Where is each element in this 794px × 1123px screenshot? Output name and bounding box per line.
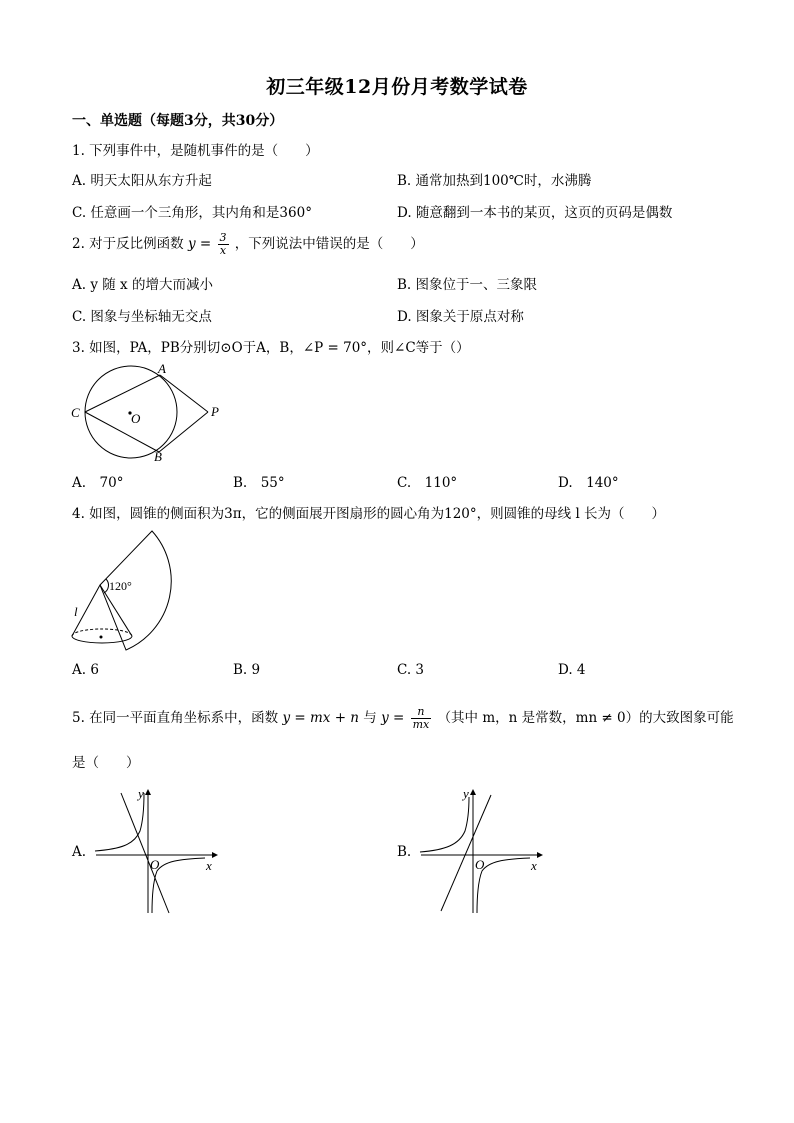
q5b-y-arrow — [470, 789, 476, 795]
q2-frac-num: 3 — [219, 231, 227, 244]
q5-fraction — [411, 706, 432, 731]
q1-stem: 1. 下列事件中，是随机事件的是（ ） — [72, 143, 319, 159]
q3-tangent-pb — [159, 412, 208, 452]
q2-frac-den: x — [219, 244, 227, 257]
q5b-hyperbola-left — [420, 797, 469, 852]
q4-base-center — [100, 636, 103, 639]
q5-mid: 与 — [363, 710, 377, 726]
q5b-origin-label: O — [475, 857, 485, 872]
q3-tangent-figure — [68, 360, 228, 465]
q5a-hyperbola-left — [95, 793, 144, 851]
q5b-line — [441, 795, 491, 911]
q5-option-a-graph — [90, 785, 220, 917]
q5a-hyperbola-right — [152, 858, 205, 913]
q2-stem-pre: 2. 对于反比例函数 — [72, 236, 184, 252]
q3-option-d: D. 140° — [558, 475, 619, 491]
q3-segment-cb — [85, 412, 159, 452]
q5b-x-label: x — [531, 858, 537, 873]
q4-base-back — [72, 629, 132, 636]
q5b-x-arrow — [537, 852, 543, 858]
q3-stem: 3. 如图，PA，PB分别切⊙O于A，B，∠P = 70°，则∠C等于（） — [72, 340, 470, 356]
q2-fraction — [218, 232, 229, 257]
q2-option-a: A. y 随 x 的增大而减小 — [72, 277, 213, 293]
q5-stem — [72, 706, 734, 731]
q5-stem-pre: 5. 在同一平面直角坐标系中，函数 — [72, 710, 279, 726]
q2-option-d: D. 图象关于原点对称 — [397, 309, 524, 325]
q5a-x-arrow — [212, 852, 218, 858]
q4-cone-figure — [66, 528, 176, 652]
q2-func-y: y = — [187, 236, 212, 252]
q3-label-o: O — [131, 411, 141, 426]
q4-option-d: D. 4 — [558, 662, 586, 678]
q5-stem-line2: 是（ ） — [72, 755, 140, 771]
q4-option-a: A. 6 — [72, 662, 99, 678]
q4-angle-label: 120° — [109, 579, 132, 593]
q5-option-a-label: A. — [72, 844, 87, 860]
q5-frac-num: n — [411, 706, 432, 719]
q3-label-b: B — [154, 449, 162, 464]
q5-stem-post: （其中 m，n 是常数，mn ≠ 0）的大致图象可能 — [437, 710, 734, 726]
q1-option-b: B. 通常加热到100℃时，水沸腾 — [397, 173, 592, 189]
q3-option-c: C. 110° — [397, 475, 458, 491]
q3-option-b: B. 55° — [233, 475, 285, 491]
page-title: 初三年级12月份月考数学试卷 — [266, 76, 528, 98]
q5b-y-label: y — [463, 786, 469, 801]
q1-option-d: D. 随意翻到一本书的某页，这页的页码是偶数 — [397, 205, 673, 221]
q5a-origin-label: O — [150, 857, 160, 872]
q5-frac-den: mx — [412, 718, 430, 731]
q5-option-b-label: B. — [397, 844, 412, 860]
q2-option-c: C. 图象与坐标轴无交点 — [72, 309, 212, 325]
q3-label-c: C — [71, 405, 80, 420]
q5b-hyperbola-right — [477, 858, 530, 913]
q2-stem-post: ，下列说法中错误的是（ ） — [234, 236, 424, 252]
q5-func2-lhs: y = — [381, 710, 405, 726]
q5a-y-label: y — [138, 786, 144, 801]
q5-func1: y = mx + n — [282, 710, 359, 726]
q3-label-a: A — [158, 361, 166, 376]
section-heading: 一、单选题（每题3分，共30分） — [72, 113, 284, 129]
q4-stem: 4. 如图，圆锥的侧面积为3π，它的侧面展开图扇形的圆心角为120°，则圆锥的母线 l 长为（ ） — [72, 506, 666, 522]
q4-option-c: C. 3 — [397, 662, 425, 678]
q5-option-b-graph — [415, 785, 545, 917]
q2-stem — [72, 232, 424, 257]
q5a-y-arrow — [145, 789, 151, 795]
q1-option-a: A. 明天太阳从东方升起 — [72, 173, 212, 189]
q3-tangent-pa — [160, 375, 208, 412]
q1-option-c: C. 任意画一个三角形，其内角和是360° — [72, 205, 312, 221]
q3-label-p: P — [211, 404, 219, 419]
q3-segment-ca — [85, 375, 160, 412]
q4-option-b: B. 9 — [233, 662, 261, 678]
q5a-line — [121, 793, 169, 913]
q2-option-b: B. 图象位于一、三象限 — [397, 277, 538, 293]
q3-option-a: A. 70° — [72, 475, 124, 491]
q4-l-label: l — [74, 604, 78, 619]
q5a-x-label: x — [206, 858, 212, 873]
q4-angle-arc — [104, 579, 108, 593]
